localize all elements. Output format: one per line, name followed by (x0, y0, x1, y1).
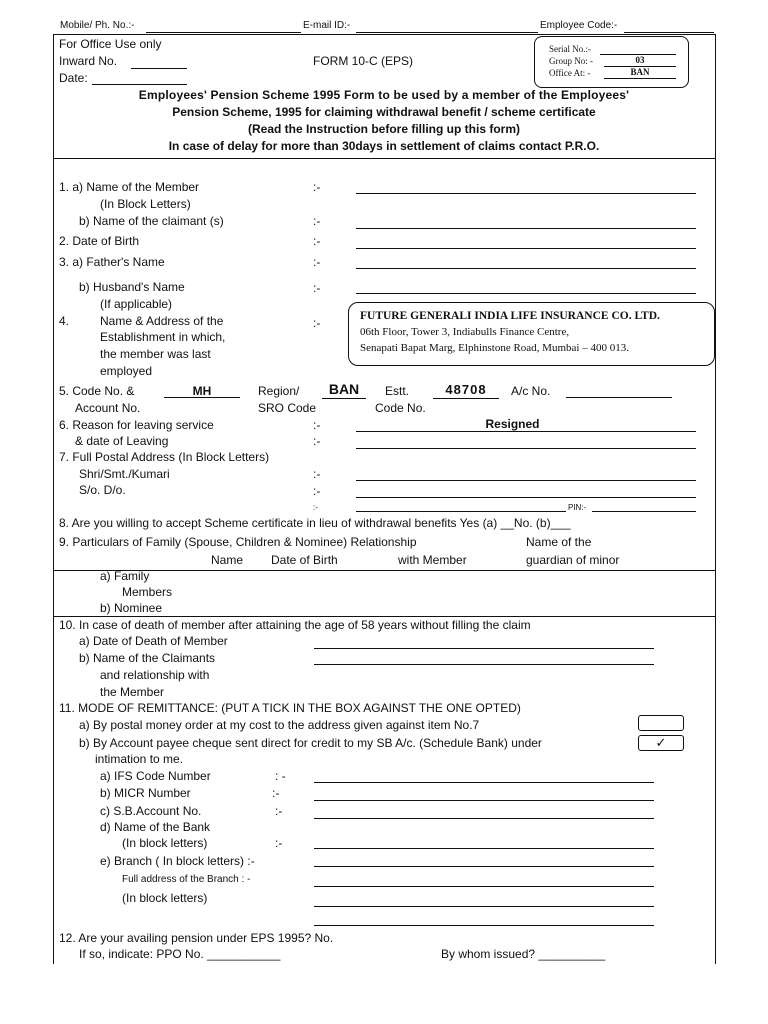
bank-name-label: d) Name of the Bank (100, 820, 211, 834)
q7-label: 7. Full Postal Address (In Block Letters) (59, 450, 270, 464)
q5-sro-label: SRO Code (258, 401, 317, 415)
q6-date-line[interactable] (356, 448, 696, 449)
q11a-checkbox[interactable] (638, 715, 684, 731)
q9a-label: a) Family (100, 569, 150, 583)
q9-header-divider (53, 570, 715, 571)
q5-region-line[interactable] (322, 398, 366, 399)
q1a-line[interactable] (356, 193, 696, 194)
q7-relation-line[interactable] (356, 497, 696, 498)
sb-account-label: c) S.B.Account No. (100, 804, 202, 818)
q2-line[interactable] (356, 248, 696, 249)
q3b-line[interactable] (356, 293, 696, 294)
mobile-line[interactable] (146, 32, 301, 33)
q7-name-label: Shri/Smt./Kumari (79, 467, 170, 481)
q1b-sep: :- (313, 214, 321, 228)
q11b-checkbox[interactable]: ✓ (638, 735, 684, 751)
office-at-value: BAN (630, 67, 650, 77)
q9a-sub: Members (122, 585, 173, 599)
date-line[interactable] (92, 84, 187, 85)
q9-guardian-label-1: Name of the (526, 535, 592, 549)
q3a-label: 3. a) Father's Name (59, 255, 165, 269)
micr-sep: :- (272, 786, 280, 800)
form-title: FORM 10-C (EPS) (313, 54, 414, 68)
q6-value: Resigned (485, 417, 540, 431)
q6-date-sep: :- (313, 434, 321, 448)
q10b-label: b) Name of the Claimants (79, 651, 216, 665)
heading-line-2: Pension Scheme, 1995 for claiming withdrawal benefit / scheme certificate (172, 105, 596, 119)
employee-code-line[interactable] (624, 32, 714, 33)
bank-name-line[interactable] (314, 848, 654, 849)
q12-label: 12. Are your availing pension under EPS 1995? No. (59, 931, 334, 945)
q5-region-value: BAN (328, 381, 360, 397)
q9-name-header: Name (211, 553, 244, 567)
q10-label: 10. In case of death of member after attaining the age of 58 years without filling the claim (59, 618, 531, 632)
branch-label: e) Branch ( In block letters) :- (100, 854, 255, 868)
micr-line[interactable] (314, 800, 654, 801)
q3a-sep: :- (313, 255, 321, 269)
date-label: Date: (59, 71, 88, 85)
email-label: E-mail ID:- (303, 20, 351, 31)
q9-label: 9. Particulars of Family (Spouse, Children & Nominee) Relationship (59, 535, 417, 549)
q9-guardian-label-2: guardian of minor (526, 553, 620, 567)
office-at-label: Office At: - (549, 68, 591, 78)
q4-sep: :- (313, 316, 321, 330)
q4-line-1: Name & Address of the (100, 314, 224, 328)
branch-address-line-1[interactable] (314, 886, 654, 887)
frame-top (53, 34, 715, 35)
bank-name-sub: (In block letters) (122, 836, 208, 850)
q3a-line[interactable] (356, 268, 696, 269)
q6-label: 6. Reason for leaving service (59, 418, 214, 432)
sb-account-sep: :- (275, 804, 283, 818)
q3b-sub: (If applicable) (100, 297, 173, 311)
q5-ac-label: A/c No. (511, 384, 551, 398)
q10b-sub-2: the Member (100, 685, 165, 699)
q10a-line[interactable] (314, 648, 654, 649)
pin-label: PIN:- (568, 503, 587, 512)
q6-date-label: & date of Leaving (75, 434, 169, 448)
q1a-sep: :- (313, 180, 321, 194)
branch-address-sub: (In block letters) (122, 891, 208, 905)
q5-code-value: MH (192, 384, 212, 398)
q9-dob-header: Date of Birth (271, 553, 338, 567)
q12-issued-label: By whom issued? __________ (441, 947, 606, 961)
q8-label: 8. Are you willing to accept Scheme certificate in lieu of withdrawal benefits Yes (a) __No. (b)___ (59, 516, 571, 530)
ifs-code-sep: : - (275, 769, 286, 783)
bank-name-sep: :- (275, 836, 283, 850)
q4-line-3: the member was last (100, 347, 211, 361)
q2-sep: :- (313, 234, 321, 248)
heading-line-1: Employees' Pension Scheme 1995 Form to be used by a member of the Employees' (138, 88, 630, 102)
inward-no-label: Inward No. (59, 54, 118, 68)
q2-label: 2. Date of Birth (59, 234, 140, 248)
office-use-label: For Office Use only (59, 37, 162, 51)
q11a-label: a) By postal money order at my cost to the address given against item No.7 (79, 718, 480, 732)
frame-right (715, 34, 716, 964)
q1b-line[interactable] (356, 228, 696, 229)
q6-sep: :- (313, 418, 321, 432)
micr-label: b) MICR Number (100, 786, 191, 800)
q1b-label: b) Name of the claimant (s) (79, 214, 224, 228)
branch-address-line-2[interactable] (314, 906, 654, 907)
q7-relation-label: S/o. D/o. (79, 483, 126, 497)
q12-ppo-label: If so, indicate: PPO No. ___________ (79, 947, 281, 961)
q5-estt-value: 48708 (445, 382, 487, 397)
email-line[interactable] (356, 32, 538, 33)
q11-label: 11. MODE OF REMITTANCE: (PUT A TICK IN THE BOX AGAINST THE ONE OPTED) (59, 701, 521, 715)
q7-name-sep: :- (313, 467, 321, 481)
office-at-line (604, 78, 676, 79)
q6-line[interactable] (356, 431, 696, 432)
q4-line-2: Establishment in which, (100, 330, 226, 344)
q7-relation-sep: :- (313, 484, 321, 498)
q1a-label: 1. a) Name of the Member (59, 180, 200, 194)
heading-divider (53, 158, 715, 159)
group-label: Group No: - (549, 56, 593, 66)
q9-relationship-header: with Member (398, 553, 467, 567)
branch-address-line-3[interactable] (314, 925, 654, 926)
q5-estt-line[interactable] (433, 398, 499, 399)
q10b-sub-1: and relationship with (100, 668, 210, 682)
group-value: 03 (635, 55, 645, 65)
ifs-code-label: a) IFS Code Number (100, 769, 211, 783)
serial-label: Serial No.:- (549, 44, 591, 54)
q7-name-line[interactable] (356, 480, 696, 481)
frame-left (53, 34, 54, 964)
q3b-label: b) Husband's Name (79, 280, 185, 294)
q11b-label: b) By Account payee cheque sent direct for credit to my SB A/c. (Schedule Bank) under (79, 736, 542, 750)
q5-account-label: Account No. (75, 401, 141, 415)
q11b-sub: intimation to me. (95, 752, 184, 766)
q7-address-line[interactable] (356, 511, 566, 512)
q4-line-4: employed (100, 364, 153, 378)
establishment-address-2: Senapati Bapat Marg, Elphinstone Road, Mumbai – 400 013. (360, 342, 629, 354)
mobile-label: Mobile/ Ph. No.:- (60, 20, 135, 31)
q4-number: 4. (59, 314, 70, 328)
sb-account-line[interactable] (314, 818, 654, 819)
employee-code-label: Employee Code:- (540, 20, 618, 31)
q5-code-line[interactable] (164, 397, 240, 398)
heading-line-4: In case of delay for more than 30days in settlement of claims contact P.R.O. (168, 139, 600, 153)
establishment-address-1: 06th Floor, Tower 3, Indiabulls Finance Centre, (360, 326, 570, 338)
q3b-sep: :- (313, 281, 321, 295)
q1a-sub: (In Block Letters) (100, 197, 191, 211)
q5-ac-line[interactable] (566, 397, 672, 398)
q5-estt-label: Estt. (385, 384, 410, 398)
q5-estt-code-label: Code No. (375, 401, 426, 415)
q9-divider (53, 616, 715, 617)
q5-label: 5. Code No. & (59, 384, 135, 398)
q5-region-label: Region/ (258, 384, 300, 398)
inward-no-line[interactable] (131, 68, 187, 69)
q7-address-sep: :- (313, 503, 318, 512)
heading-line-3: (Read the Instruction before filling up this form) (248, 122, 520, 136)
pin-line[interactable] (592, 511, 696, 512)
establishment-name: FUTURE GENERALI INDIA LIFE INSURANCE CO. LTD. (360, 310, 660, 322)
branch-line[interactable] (314, 866, 654, 867)
q9b-label: b) Nominee (100, 601, 163, 615)
branch-address-label: Full address of the Branch : - (122, 874, 251, 885)
q10a-label: a) Date of Death of Member (79, 634, 228, 648)
ifs-code-line[interactable] (314, 782, 654, 783)
q10b-line[interactable] (314, 664, 654, 665)
